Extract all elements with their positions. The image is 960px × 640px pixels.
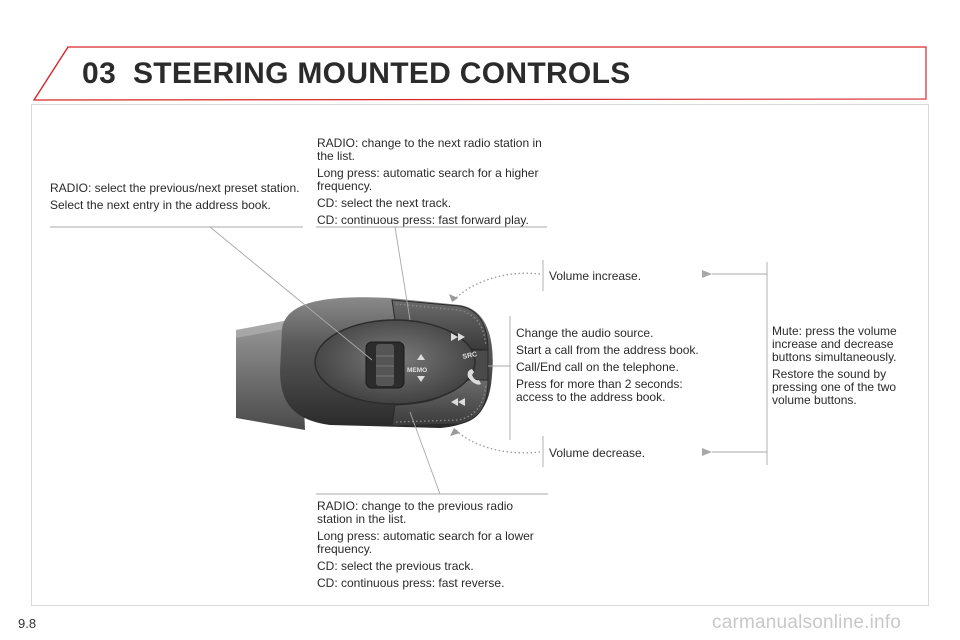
- page-number: 9.8: [18, 616, 37, 631]
- memo-label: MEMO: [407, 367, 428, 374]
- callout-next: [317, 137, 552, 231]
- callout-source-line: Start a call from the address book.: [516, 343, 699, 357]
- callout-previous-line: CD: select the previous track.: [317, 559, 474, 573]
- callout-preset-line: Select the next entry in the address book.: [50, 198, 271, 212]
- callout-source-line: Call/End call on the telephone.: [516, 360, 679, 374]
- callout-previous-line: CD: continuous press: fast reverse.: [317, 576, 505, 590]
- callout-previous: [317, 500, 547, 594]
- callout-volume-increase: Volume increase.: [549, 269, 642, 283]
- callout-previous-line: Long press: automatic search for a lower frequency.: [317, 529, 534, 556]
- callout-preset-line: RADIO: select the previous/next preset station.: [50, 181, 300, 195]
- callout-source-line: Press for more than 2 seconds: access to the address book.: [516, 377, 683, 404]
- callout-next-line: CD: continuous press: fast forward play.: [317, 213, 529, 227]
- chapter-number: 03: [82, 57, 117, 90]
- callout-source: [516, 327, 716, 408]
- watermark: carmanualsonline.info: [712, 612, 902, 633]
- callout-previous-line: RADIO: change to the previous radio station in the list.: [317, 499, 514, 526]
- callout-mute: [772, 325, 912, 411]
- callout-preset: [50, 182, 300, 216]
- src-label: SRC: [461, 351, 478, 361]
- callout-next-line: RADIO: change to the next radio station in the list.: [317, 136, 542, 163]
- callout-volume-decrease: Volume decrease.: [549, 446, 646, 460]
- page-title: STEERING MOUNTED CONTROLS: [133, 57, 631, 90]
- callout-source-line: Change the audio source.: [516, 326, 654, 340]
- callout-mute-line: Mute: press the volume increase and decrease buttons simultaneously.: [772, 324, 897, 364]
- callout-next-line: CD: select the next track.: [317, 196, 452, 210]
- callout-next-line: Long press: automatic search for a higher frequency.: [317, 166, 539, 193]
- callout-mute-line: Restore the sound by pressing one of the two volume buttons.: [772, 367, 897, 407]
